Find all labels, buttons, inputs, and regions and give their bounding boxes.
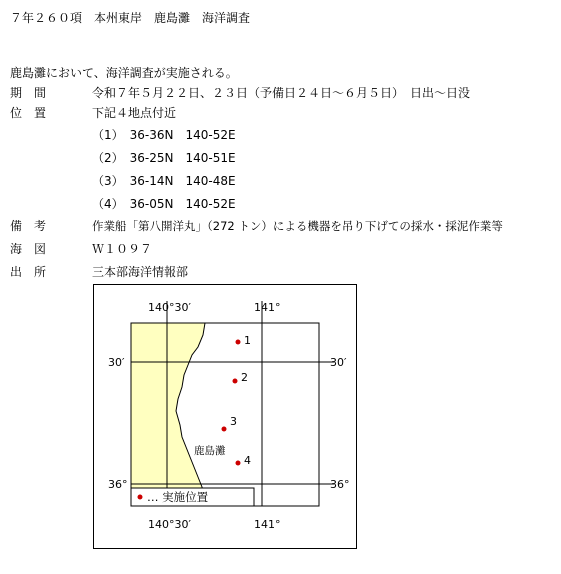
- chart-label: 海 図: [10, 242, 47, 256]
- land-area: [131, 323, 205, 495]
- survey-point-label-2: 2: [241, 371, 248, 384]
- position-point-1: （1） 36-36N 140-52E: [92, 128, 236, 142]
- source-label: 出 所: [10, 265, 47, 279]
- lat-left-label-2: 36°: [108, 478, 128, 491]
- period-value: 令和７年５月２２日、２３日（予備日２４日～６月５日） 日出～日没: [92, 86, 471, 100]
- notice-lead: 鹿島灘において、海洋調査が実施される。: [10, 66, 238, 80]
- survey-point-label-1: 1: [244, 334, 251, 347]
- legend-text: … 実施位置: [147, 490, 209, 504]
- chart-value: Ｗ１０９７: [92, 242, 153, 256]
- survey-point-label-4: 4: [244, 454, 251, 467]
- survey-point-1: [236, 340, 241, 345]
- lat-right-label-2: 36°: [330, 478, 350, 491]
- position-point-2: （2） 36-25N 140-51E: [92, 151, 236, 165]
- position-label: 位 置: [10, 106, 47, 120]
- lon-bottom-label-2: 141°: [254, 518, 281, 531]
- position-point-3: （3） 36-14N 140-48E: [92, 174, 236, 188]
- position-value: 下記４地点付近: [92, 106, 177, 120]
- source-value: 三本部海洋情報部: [92, 265, 189, 279]
- place-name-kashimanada: 鹿島灘: [194, 445, 226, 457]
- map-canvas: [94, 285, 356, 548]
- survey-point-label-3: 3: [230, 415, 237, 428]
- lon-bottom-label-1: 140°30′: [148, 518, 191, 531]
- lon-top-label-1: 140°30′: [148, 301, 191, 314]
- legend-point-marker: [138, 495, 143, 500]
- period-label: 期 間: [10, 86, 47, 100]
- lat-right-label-1: 30′: [330, 356, 347, 369]
- survey-point-4: [236, 461, 241, 466]
- remarks-value: 作業船「第八開洋丸」（272 トン）による機器を吊り下げての採水・採泥作業等: [92, 219, 503, 233]
- lon-top-label-2: 141°: [254, 301, 281, 314]
- survey-point-3: [222, 427, 227, 432]
- lat-left-label-1: 30′: [108, 356, 125, 369]
- notice-title: ７年２６０項 本州東岸 鹿島灘 海洋調査: [10, 11, 251, 25]
- location-map: [93, 284, 357, 549]
- position-point-4: （4） 36-05N 140-52E: [92, 197, 236, 211]
- survey-point-2: [233, 379, 238, 384]
- remarks-label: 備 考: [10, 219, 47, 233]
